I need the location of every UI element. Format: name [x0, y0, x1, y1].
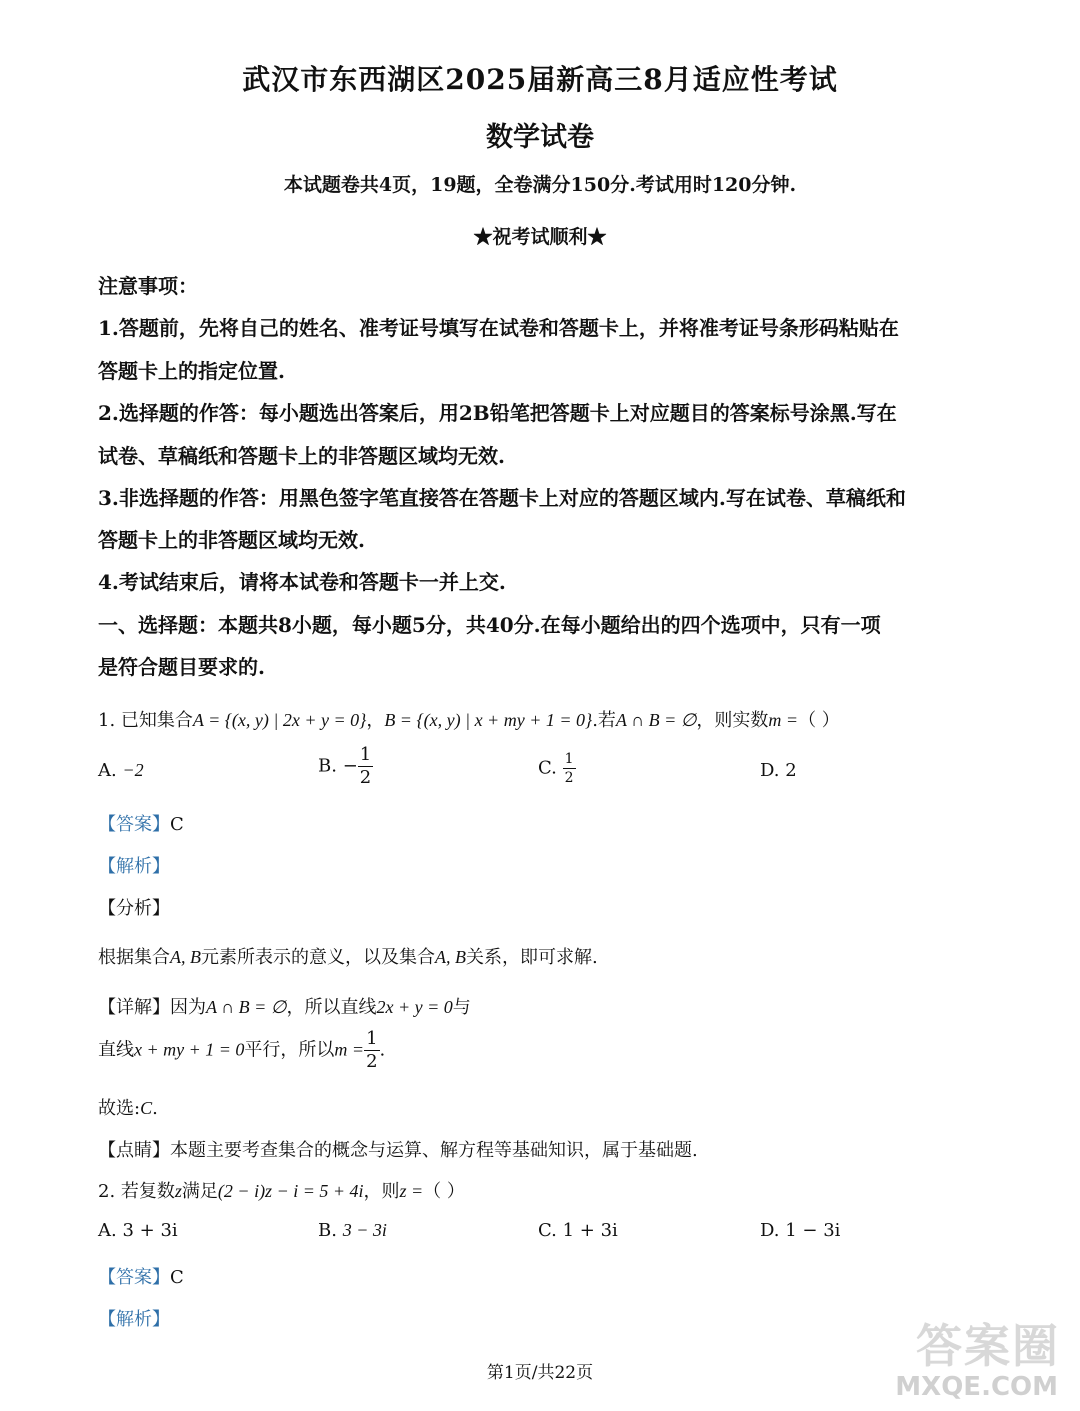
- q2-option-d: D. 1 − 3i: [760, 1220, 841, 1241]
- q1-option-b: B. − $\frac{1}{2}$: [318, 744, 372, 788]
- exam-subtitle: 数学试卷: [486, 122, 594, 153]
- q1-fenxi-tag: 【分析】: [98, 898, 170, 919]
- q1-option-a: A. −2: [98, 760, 144, 781]
- note-2-line-2: 试卷、草稿纸和答题卡上的非答题区域均无效.: [98, 444, 505, 468]
- exam-info: 本试题卷共4页，19题，全卷满分150分.考试用时120分钟.: [283, 174, 797, 196]
- note-1-line-2: 答题卡上的指定位置.: [98, 359, 285, 383]
- q1-jiexi-tag: 【解析】: [98, 856, 170, 877]
- q1-stem: 1. 已知集合A = {(x, y) | 2x + y = 0}，B = {(x, y) | x + my + 1 = 0}.若A ∩ B = ∅，则实数m =（ ）: [98, 710, 840, 731]
- notes-heading: 注意事项：: [98, 274, 198, 298]
- q1-answer: 【答案】C: [98, 814, 184, 835]
- note-1-line-1: 1.答题前，先将自己的姓名、准考证号填写在试卷和答题卡上，并将准考证号条形码粘贴在: [98, 316, 899, 340]
- q2-option-c: C. 1 + 3i: [538, 1220, 618, 1241]
- note-3-line-2: 答题卡上的非答题区域均无效.: [98, 528, 365, 552]
- q1-choose: 故选:C.: [98, 1098, 158, 1119]
- q1-option-c: C. $\frac{1}{2}$: [538, 751, 574, 786]
- q2-option-a: A. 3 + 3i: [98, 1220, 178, 1241]
- q1-option-d: D. 2: [760, 760, 797, 781]
- section-1-line-1: 一、选择题：本题共8小题，每小题5分，共40分.在每小题给出的四个选项中，只有一项: [98, 613, 881, 637]
- q2-stem: 2. 若复数z满足(2 − i)z − i = 5 + 4i，则z =（ ）: [98, 1181, 465, 1202]
- note-3-line-1: 3.非选择题的作答：用黑色签字笔直接答在答题卡上对应的答题区域内.写在试卷、草稿纸和: [98, 486, 906, 510]
- q1-analysis: 根据集合A, B元素所表示的意义，以及集合A, B关系，即可求解.: [98, 947, 598, 968]
- q2-jiexi-tag: 【解析】: [98, 1309, 170, 1330]
- q2-answer: 【答案】C: [98, 1267, 184, 1288]
- exam-wish: ★祝考试顺利★: [473, 226, 607, 248]
- q1-detail-line-2: 直线x + my + 1 = 0平行，所以m = $\frac{1}{2}$ .: [98, 1028, 386, 1072]
- note-2-line-1: 2.选择题的作答：每小题选出答案后，用2B铅笔把答题卡上对应题目的答案标号涂黑.写在: [98, 401, 897, 425]
- watermark-logo: 答案圈: [916, 1319, 1060, 1373]
- note-4: 4.考试结束后，请将本试卷和答题卡一并上交.: [98, 570, 506, 594]
- q2-option-b: B. 3 − 3i: [318, 1220, 387, 1241]
- q1-dianjing: 【点睛】本题主要考查集合的概念与运算、解方程等基础知识，属于基础题.: [98, 1140, 698, 1161]
- watermark-url: MXQE.COM: [895, 1372, 1058, 1402]
- section-1-line-2: 是符合题目要求的.: [98, 655, 265, 679]
- page-footer: 第1页/共22页: [486, 1363, 594, 1383]
- exam-title: 武汉市东西湖区2025届新高三8月适应性考试: [242, 63, 838, 96]
- q1-detail-line-1: 【详解】因为A ∩ B = ∅，所以直线2x + y = 0与: [98, 997, 471, 1018]
